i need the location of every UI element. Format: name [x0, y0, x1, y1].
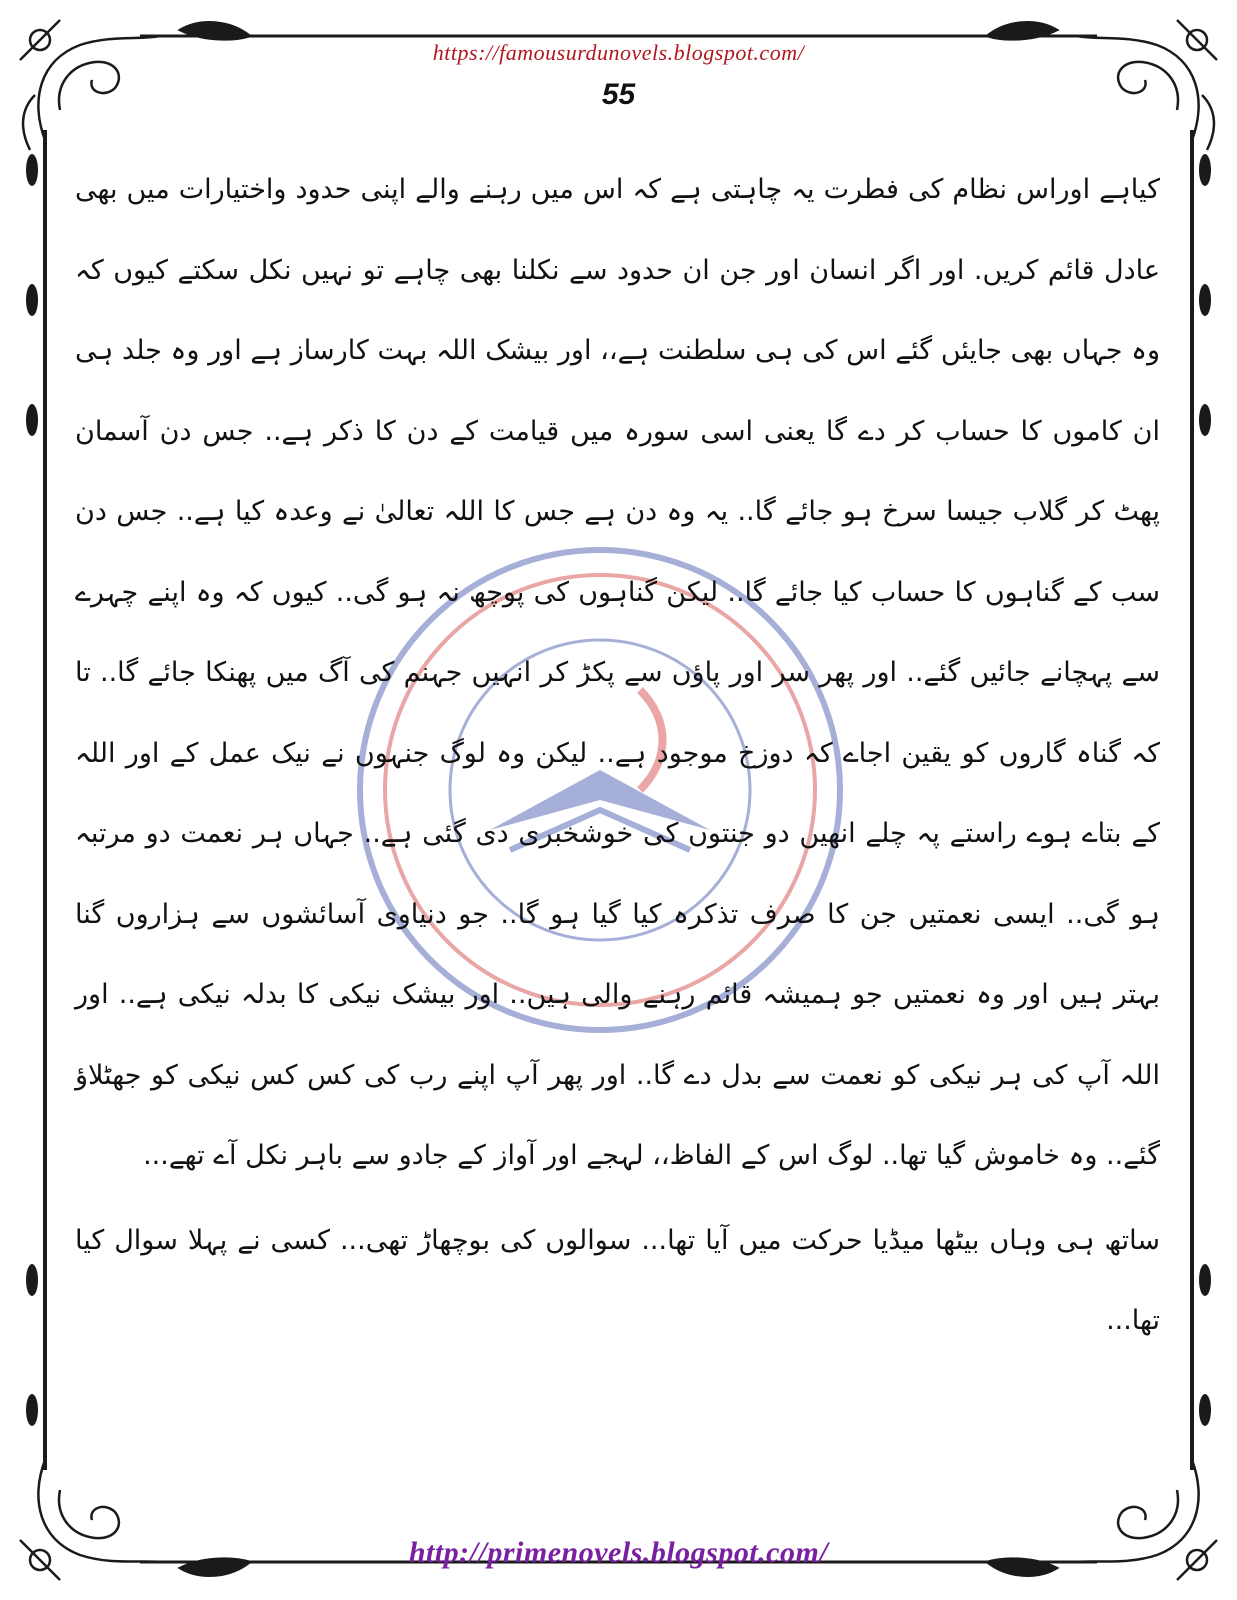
header-url[interactable]: https://famousurdunovels.blogspot.com/ — [432, 40, 805, 65]
footer-url[interactable]: http://primenovels.blogspot.com/ — [408, 1536, 829, 1569]
page-number: 55 — [601, 78, 636, 111]
novel-text-body — [75, 150, 1160, 1362]
paragraph: کیاہے اوراس نظام کی فطرت یہ چاہتی ہے کہ اس میں رہنے والے اپنی حدود واختیارات میں بھی عادل قائم کریں. اور اگر انسان اور جن ان حدود سے نکلنا بھی چاہے تو نہیں نکل سکتے کیوں کہ وہ جہاں بھی جایئں گئے اس کی ہی سلطنت ہے،، اور بیشک اللہ بہت کارساز ہے اور وہ جلد ہی ان کاموں کا حساب کر دے گا یعنی اسی سورہ میں قیامت کے دن کا ذکر ہے.. جس دن آسمان پھٹ کر گلاب جیسا سرخ ہو جائے گا.. یہ وہ دن ہے جس کا اللہ تعالیٰ نے وعدہ کیا ہے.. جس دن سب کے گناہوں کا حساب کیا جائے گا.. لیکن گناہوں کی پوچھ نہ ہو گی.. کیوں کہ وہ اپنے چہرے سے پہچانے جائیں گئے.. اور پھر سر اور پاؤں سے پکڑ کر انہیں جہنم کی آگ میں پھنکا جائے گا.. تا کہ گناہ گاروں کو یقین اجاے کہ دوزخ موجود ہے.. لیکن وہ لوگ جنہوں نے نیک عمل کے اور اللہ کے بتاے ہوے راستے پہ چلے انھیں دو جنتوں کی خوشخبری دی گئی ہے.. جہاں ہر نعمت دو مرتبہ ہو گی.. ایسی نعمتیں جن کا صرف تذکرہ کیا گیا ہو گا.. جو دنیاوی آسائشوں سے ہزاروں گنا بہتر ہیں اور وہ نعمتیں جو ہمیشہ قائم رہنے والی ہیں.. اور بیشک نیکی کا بدلہ نیکی ہے.. اور اللہ آپ کی ہر نیکی کو نعمت سے بدل دے گا.. اور پھر آپ اپنے رب کی کس کس نیکی کو جھٹلاؤ گئے.. وہ خاموش گیا تھا.. لوگ اس کے الفاظ،، لہجے اور آواز کے جادو سے باہر نکل آے تھے... — [75, 174, 1160, 1171]
paragraph: ساتھ ہی وہاں بیٹھا میڈیا حرکت میں آیا تھا... سوالوں کی بوچھاڑ تھی... کسی نے پہلا سوال کیا تھا... — [75, 1224, 1160, 1336]
